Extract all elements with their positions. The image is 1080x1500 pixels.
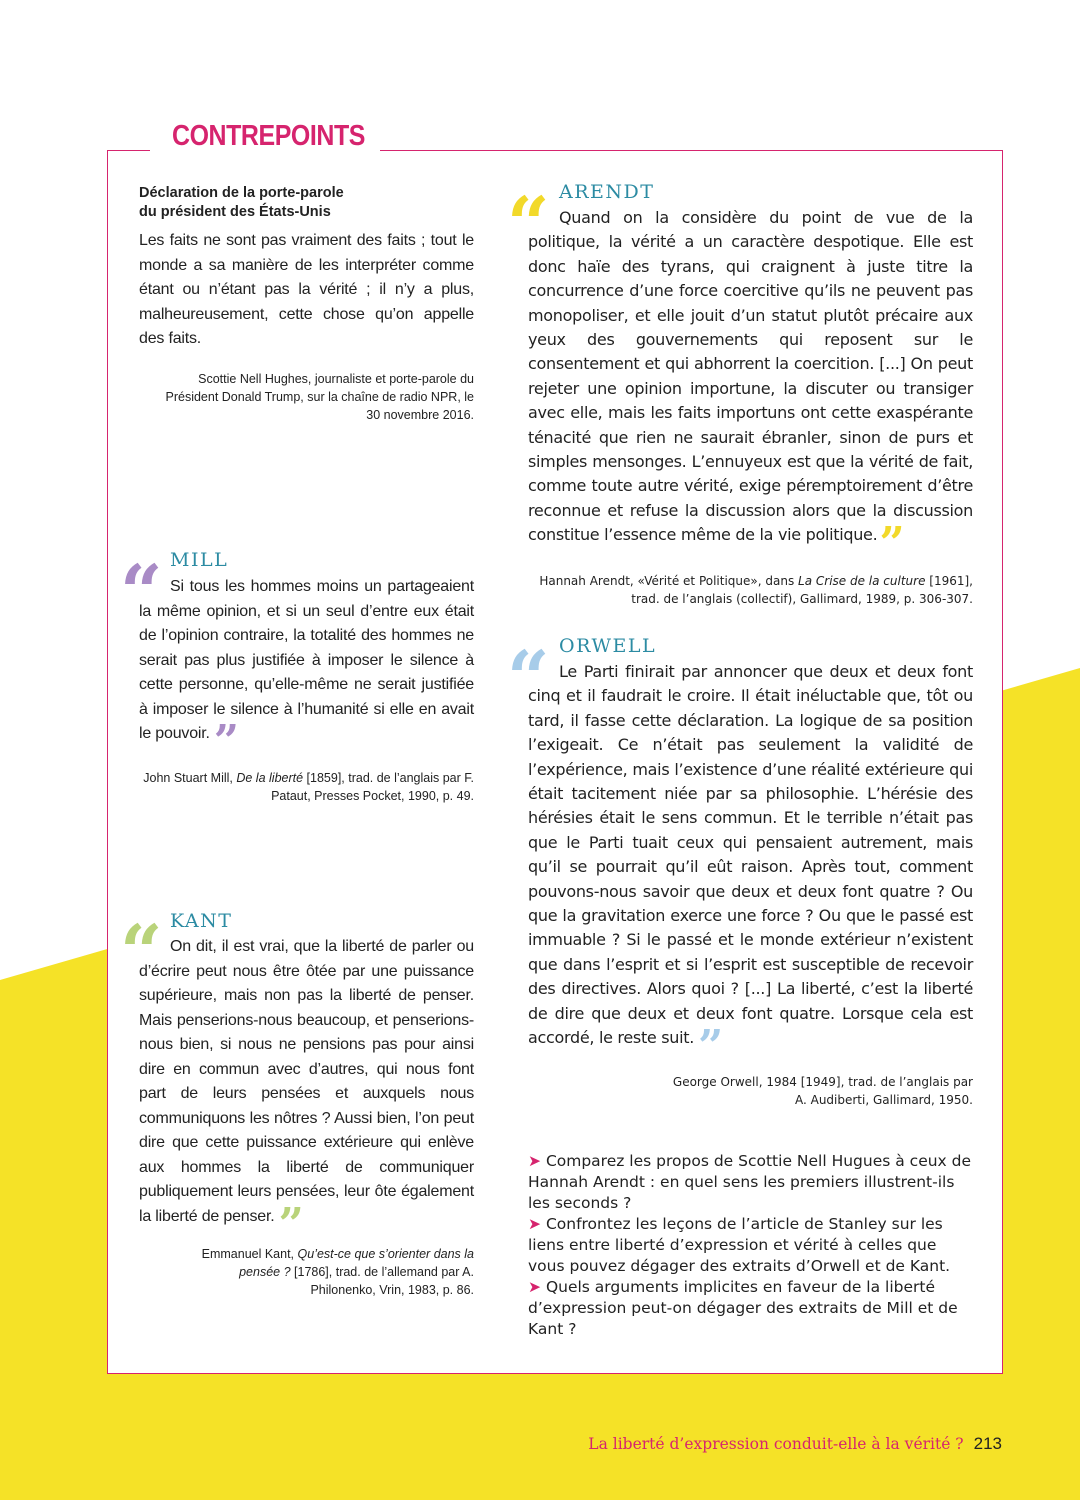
running-title: La liberté d’expression conduit-elle à la vérité ? — [588, 1435, 964, 1453]
declaration-citation: Scottie Nell Hughes, journaliste et porte-parole du Président Donald Trump, sur la chaîne de radio NPR, le 30 novembre 2016. — [165, 371, 474, 422]
arendt-block — [528, 206, 973, 608]
page-footer — [588, 1434, 1002, 1454]
mill-block — [139, 575, 474, 805]
arendt-author: ARENDT — [559, 181, 655, 203]
mill-close-quote-icon: ” — [213, 716, 239, 767]
question-item: ➤ Confrontez les leçons de l’article de Stanley sur les liens entre liberté d’expression et vérité à celles que vous pouvez dégager des extraits d’Orwell et de Kant. — [528, 1215, 951, 1275]
mill-text: Si tous les hommes moins un partageaient la même opinion, et si un seul d’entre eux était de l’opinion contraire, la totalité des hommes ne serait pas plus justifiée à imposer le silence à cette personne, qu’elle-même ne serait justifiée à imposer le silence à l’humanité si elle en avait le pouvoir.” — [139, 578, 474, 767]
declaration-title-line1: Déclaration de la porte-parole — [139, 185, 344, 201]
kant-author: KANT — [170, 910, 233, 932]
arendt-text: Quand on la considère du point de vue de la politique, la vérité a un caractère despotique. Elle est donc haïe des tyrans, qui craignent à juste titre la concurrence d’une force coercitive qu’ils ne peuvent pas monopoliser, et elle jouit d’un statut plutôt précaire aux yeux des gouvernements qui reposent sur le consentement et qui abhorrent la coercition. [...] On peut rejeter une opinion importune, la discuter ou transiger avec elle, mais les faits importuns ont cette exaspérante ténacité que rien ne saurait ébranler, sinon de purs et simples mensonges. L’ennuyeux est que la vérité de fait, comme toute autre vérité, exige péremptoirement d’être reconnue et refuse la discussion alors que la discussion constitue l’essence même de la vie politique.” — [528, 208, 973, 570]
mill-open-quote-icon: “ — [120, 550, 163, 636]
kant-block — [139, 935, 474, 1299]
kant-text: On dit, il est vrai, que la liberté de parler ou d’écrire peut nous être ôtée par une puissance supérieure, mais non pas la liberté de penser. Mais penserions-nous beaucoup, et penserions-nous bien, si nous ne pensions pas pour ainsi dire en commun avec d’autres, qui nous font part de leurs pensées et auxquels nous communiquons les nôtres ? Aussi bien, l’on peut dire que cette puissance extérieure qui enlève aux hommes la liberté de communiquer publiquement leurs pensées, leur ôte également la liberté de penser.” — [139, 938, 474, 1250]
section-title: CONTREPOINTS — [172, 120, 365, 152]
orwell-citation: George Orwell, 1984 [1949], trad. de l’anglais par A. Audiberti, Gallimard, 1950. — [672, 1074, 973, 1107]
orwell-text: Le Parti finirait par annoncer que deux et deux font cinq et il faudrait le croire. Il était inéluctable que, tôt ou tard, il fasse cette déclaration. La logique de sa position l’exigeait. Ce n’était pas seulement la validité de l’expérience, mais l’existence d’une réalité extérieure qui était tacitement niée par sa philosophie. L’hérésie des hérésies était le sens commun. Et le terrible n’était pas que le Parti tuait ceux qui pensaient autrement, mais qu’il se pourrait qu’il eût raison. Après tout, comment pouvons-nous savoir que deux et deux font quatre ? Ou que la gravitation exerce une force ? Ou que le passé est immuable ? Si le passé et le monde extérieur n’existent que dans l’esprit et si l’esprit est susceptible de recevoir des directives. Alors quoi ? [...] La liberté, c’est la liberté de dire que deux et deux font quatre. Lorsque cela est accordé, le reste suit.” — [528, 662, 973, 1073]
orwell-block — [528, 660, 973, 1109]
arendt-open-quote-icon: “ — [507, 182, 550, 268]
orwell-author: ORWELL — [559, 635, 657, 657]
kant-open-quote-icon: “ — [120, 910, 163, 996]
mill-citation: John Stuart Mill, De la liberté [1859], trad. de l’anglais par F. Pataut, Presses Pocket, 1990, p. 49. — [143, 770, 474, 803]
arrow-icon: ➤ — [528, 1215, 541, 1233]
orwell-close-quote-icon: ” — [698, 1021, 724, 1073]
page-number: 213 — [973, 1434, 1002, 1453]
kant-citation: Emmanuel Kant, Qu’est-ce que s’orienter dans la pensée ? [1786], trad. de l’allemand par A. Philonenko, Vrin, 1983, p. 86. — [201, 1247, 474, 1297]
arendt-close-quote-icon: ” — [879, 518, 905, 570]
mill-author: MILL — [170, 549, 229, 571]
kant-close-quote-icon: ” — [278, 1198, 304, 1250]
question-item: ➤ Quels arguments implicites en faveur de la liberté d’expression peut-on dégager des extraits de Mill et de Kant ? — [528, 1278, 958, 1338]
arendt-citation: Hannah Arendt, «Vérité et Politique», dans La Crise de la culture [1961], trad. de l’anglais (collectif), Gallimard, 1989, p. 306-307. — [539, 573, 973, 606]
questions-list — [528, 1151, 973, 1340]
declaration-text: Les faits ne sont pas vraiment des faits ; tout le monde a sa manière de les interpréter comme étant ou n’étant pas la vérité ; il n’y a plus, malheureusement, cette chose qu’on appelle des faits. — [139, 232, 474, 347]
arrow-icon: ➤ — [528, 1278, 541, 1296]
declaration-block — [139, 184, 474, 424]
declaration-title-line2: du président des États-Unis — [139, 204, 331, 220]
question-item: ➤ Comparez les propos de Scottie Nell Hugues à ceux de Hannah Arendt : en quel sens les premiers illustrent-ils les seconds ? — [528, 1152, 972, 1212]
arrow-icon: ➤ — [528, 1152, 541, 1170]
orwell-open-quote-icon: “ — [507, 636, 550, 722]
